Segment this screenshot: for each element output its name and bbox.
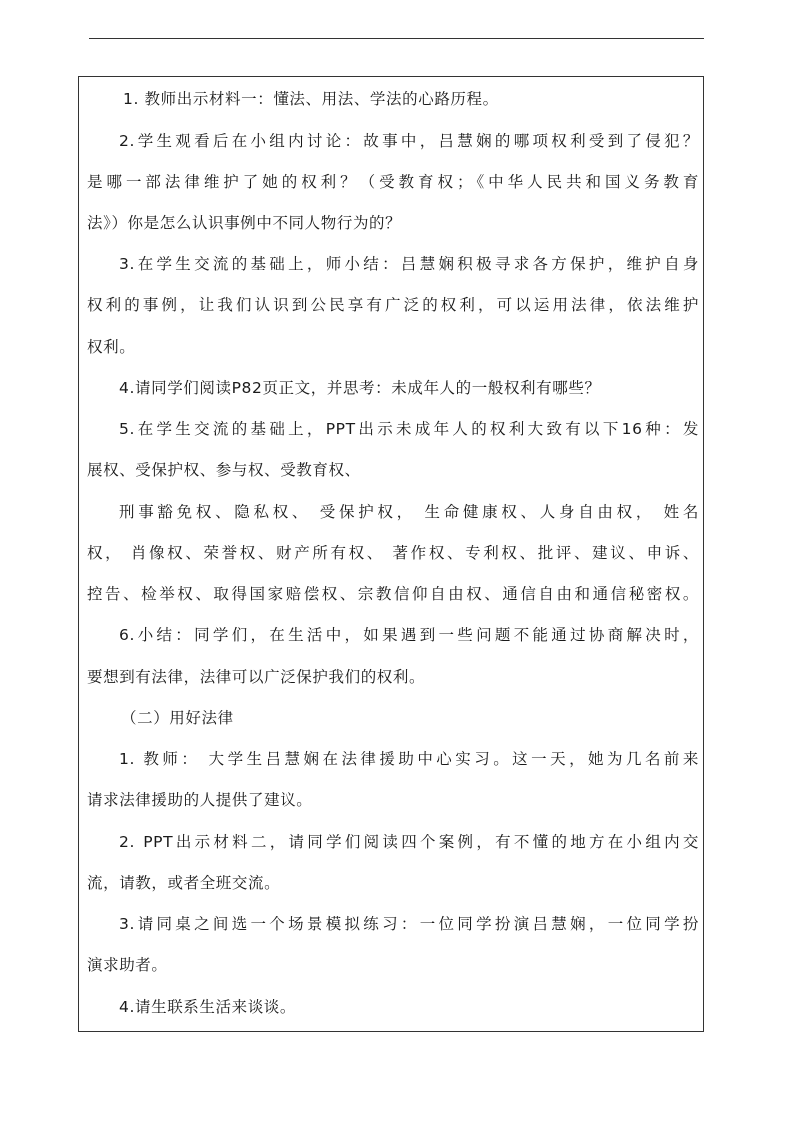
text-line: 要想到有法律，法律可以广泛保护我们的权利。 [87, 668, 426, 686]
text-line: 展权、受保护权、参与权、受教育权、 [87, 461, 361, 479]
text-line: 权， 肖像权、荣誉权、财产所有权、 著作权、专利权、批评、建议、申诉、 [87, 544, 699, 562]
text-line: 1. 教师出示材料一：懂法、用法、学法的心路历程。 [123, 90, 499, 108]
section-heading: （二）用好法律 [121, 709, 234, 727]
text-line: 演求助者。 [87, 956, 168, 974]
text-line: 2. PPT出示材料二，请同学们阅读四个案例，有不懂的地方在小组内交 [119, 833, 699, 851]
text-line: 法》）你是怎么认识事例中不同人物行为的？ [87, 214, 402, 232]
text-line: 4.请生联系生活来谈谈。 [119, 998, 296, 1016]
text-line: 刑事豁免权、隐私权、 受保护权， 生命健康权、人身自由权， 姓名 [119, 503, 699, 521]
header-rule [89, 38, 704, 39]
text-line: 2.学生观看后在小组内讨论：故事中，吕慧娴的哪项权利受到了侵犯？ [119, 132, 699, 150]
text-line: 4.请同学们阅读P82页正文，并思考：未成年人的一般权利有哪些？ [119, 379, 601, 397]
table-cell [78, 76, 704, 1032]
text-line: 1. 教师： 大学生吕慧娴在法律援助中心实习。这一天，她为几名前来 [119, 750, 699, 768]
text-line: 控告、检举权、取得国家赔偿权、宗教信仰自由权、通信自由和通信秘密权。 [87, 585, 699, 603]
text-line: 权利的事例，让我们认识到公民享有广泛的权利，可以运用法律，依法维护 [87, 296, 699, 314]
text-line: 5.在学生交流的基础上，PPT出示未成年人的权利大致有以下16种：发 [119, 420, 699, 438]
text-line: 是哪一部法律维护了她的权利？（受教育权；《中华人民共和国义务教育 [87, 173, 699, 191]
text-line: 权利。 [87, 338, 136, 356]
text-line: 流，请教，或者全班交流。 [87, 874, 281, 892]
text-line: 6.小结：同学们，在生活中，如果遇到一些问题不能通过协商解决时， [119, 626, 699, 644]
text-line: 请求法律援助的人提供了建议。 [87, 791, 313, 809]
text-line: 3.请同桌之间选一个场景模拟练习：一位同学扮演吕慧娴，一位同学扮 [119, 915, 699, 933]
text-line: 3.在学生交流的基础上，师小结：吕慧娴积极寻求各方保护，维护自身 [119, 255, 699, 273]
